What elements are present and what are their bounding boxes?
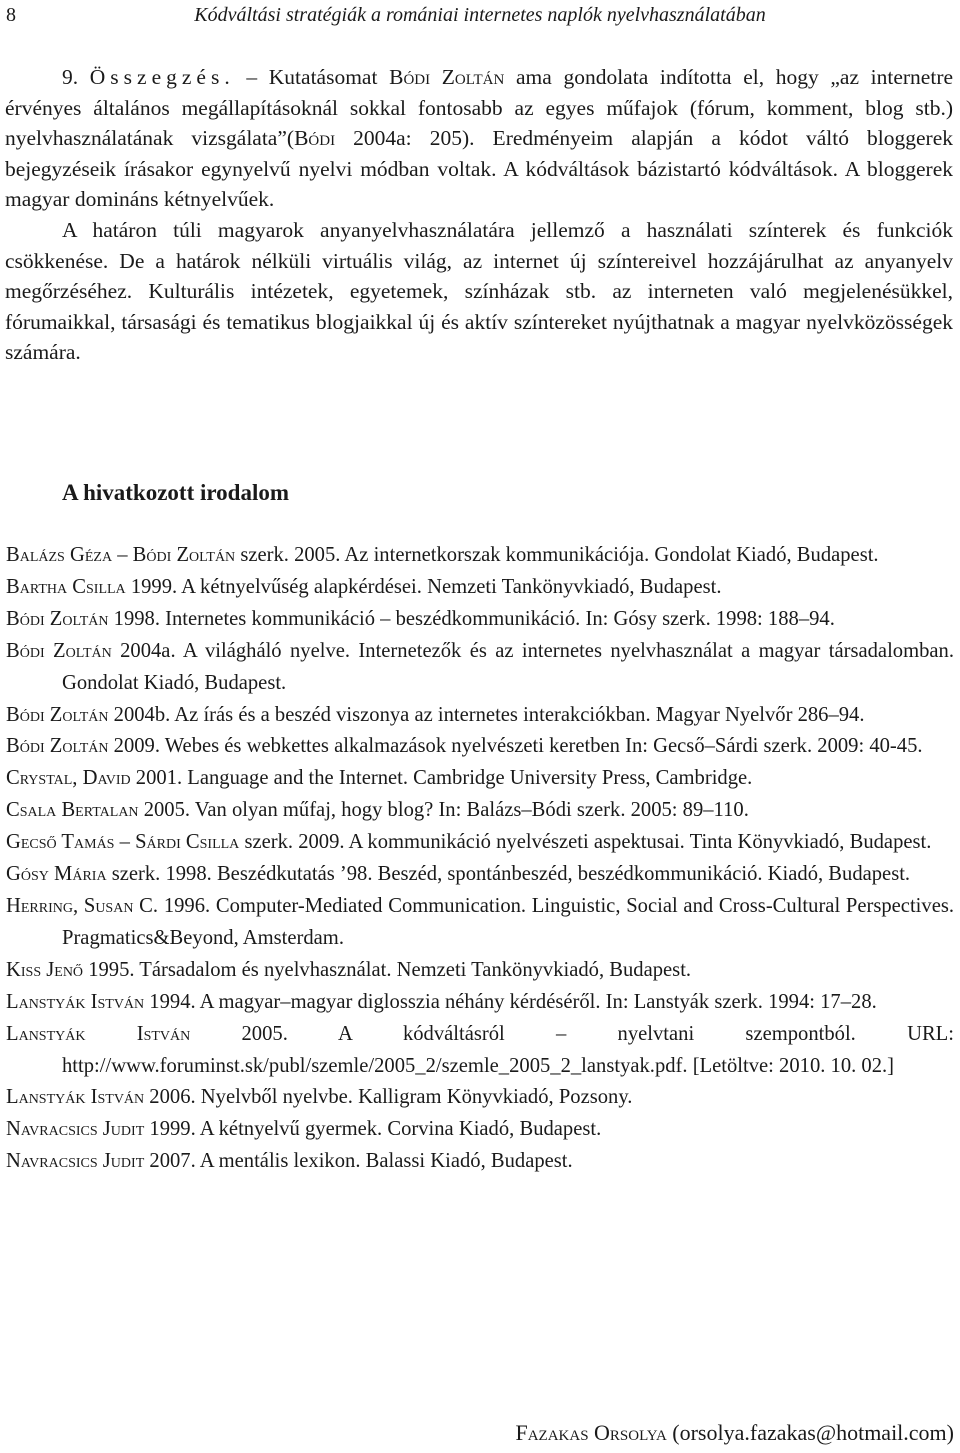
reference-author: Bódi Zoltán — [6, 607, 109, 630]
summary-paragraph-2: A határon túli magyarok anyanyelvhasználatára jellemző a használati színterek és funkciók csökkenése. De a határok nélküli virtuális világ, az internet új színtereivel hozzájárulhat az anyanyelv megőrzéséhez. Kulturális intézetek, egyetemek, színházak stb. az interneten való megjelenésükkel, fórumaikkal, társasági és tematikus blogjaikkal új és aktív színtereket nyújthatnak a magyar nyelvközösségek számára. — [5, 217, 953, 365]
section-number: 9. — [62, 65, 79, 89]
reference-text: 1998. Internetes kommunikáció – beszédkommunikáció. In: Gósy szerk. 1998: 188–94. — [108, 607, 835, 630]
reference-text: 2004a. A világháló nyelve. Internetezők és az internetes nyelvhasználat a magyar társadalomban. Gondolat Kiadó, Budapest. — [62, 639, 954, 694]
reference-text: 2005. A kódváltásról – nyelvtani szempontból. URL: http://www.foruminst.sk/publ/szemle/2005_2/szemle_2005_2_lanstyak.pdf. [Letöltve: 2010. 10. 02.] — [62, 1022, 954, 1077]
reference-author: Gecső Tamás – Sárdi Csilla — [6, 831, 240, 854]
section-dash: – — [246, 65, 258, 89]
reference-text: 2005. Van olyan műfaj, hogy blog? In: Balázs–Bódi szerk. 2005: 89–110. — [138, 799, 749, 822]
reference-item — [6, 1019, 954, 1083]
reference-author: Navracsics Judit — [6, 1118, 145, 1141]
reference-text: 1996. Computer-Mediated Communication. Linguistic, Social and Cross-Cultural Perspectives. Pragmatics&Beyond, Amsterdam. — [62, 894, 954, 949]
reference-author: Lanstyák István — [6, 1086, 145, 1109]
reference-author: Csala Bertalan — [6, 799, 139, 822]
reference-author: Navracsics Judit — [6, 1150, 145, 1173]
reference-author: Bódi Zoltán — [6, 639, 112, 662]
reference-author: Lanstyák István — [6, 990, 145, 1013]
reference-item — [6, 731, 954, 763]
reference-text: 2001. Language and the Internet. Cambridge University Press, Cambridge. — [130, 767, 753, 790]
reference-text: szerk. 2005. Az internetkorszak kommunikációja. Gondolat Kiadó, Budapest. — [235, 544, 879, 566]
reference-item — [6, 955, 954, 987]
reference-item — [6, 1146, 954, 1178]
reference-text: 1994. A magyar–magyar diglosszia néhány kérdéséről. In: Lanstyák szerk. 1994: 17–28. — [144, 990, 877, 1013]
summary-text-1: Kutatásomat — [268, 65, 390, 89]
reference-author: Bódi Zoltán — [6, 735, 109, 758]
reference-item — [6, 891, 954, 955]
summary-section — [5, 62, 953, 368]
reference-item — [6, 540, 954, 572]
reference-text: 2009. Webes és webkettes alkalmazások nyelvészeti keretben In: Gecső–Sárdi szerk. 2009: 40-45. — [108, 735, 923, 758]
reference-item — [6, 1082, 954, 1114]
reference-item — [6, 987, 954, 1019]
running-title: Kódváltási stratégiák a romániai internetes naplók nyelvhasználatában — [194, 4, 766, 26]
reference-item — [6, 827, 954, 859]
references-title: A hivatkozott irodalom — [62, 480, 290, 505]
reference-author: Balázs Géza – Bódi Zoltán — [6, 544, 236, 566]
reference-item — [6, 604, 954, 636]
reference-item — [6, 795, 954, 827]
reference-item — [6, 859, 954, 891]
summary-text-3: 2004a: 205). Eredményeim alapján a kódot váltó bloggerek bejegyzéseik írásakor egynyelvű nyelvi módban voltak. A kódváltások bázistartó kódváltások. A bloggerek magyar domináns kétnyelvűek. — [5, 126, 953, 212]
reference-text: 2006. Nyelvből nyelvbe. Kalligram Könyvkiadó, Pozsony. — [144, 1086, 633, 1109]
summary-text-2: ama gondolata indította el, hogy „az internetre érvényes általános megállapításoknál sokkal fontosabb az egyes műfajok (fórum, komment, blog stb.) nyelvhasználatának vizsgálata”( — [5, 65, 954, 151]
reference-text: szerk. 1998. Beszédkutatás ’98. Beszéd, spontánbeszéd, beszédkommunikáció. Kiadó, Budapest. — [106, 863, 911, 886]
reference-author: Crystal, David — [6, 767, 131, 790]
reference-author: Herring, Susan C. — [6, 894, 159, 917]
references-list — [6, 540, 954, 1178]
reference-author: Bódi Zoltán — [6, 703, 109, 726]
citation-author: Bódi Zoltán — [389, 65, 505, 89]
reference-item — [6, 572, 954, 604]
citation-author: Bódi — [294, 126, 336, 151]
page-number: 8 — [6, 4, 16, 26]
reference-text: 1995. Társadalom és nyelvhasználat. Nemzeti Tankönyvkiadó, Budapest. — [83, 958, 692, 981]
author-name: Fazakas Orsolya — [515, 1420, 667, 1445]
reference-author: Gósy Mária — [6, 863, 107, 886]
reference-author: Lanstyák István — [6, 1022, 191, 1045]
reference-text: 2007. A mentális lexikon. Balassi Kiadó, Budapest. — [144, 1150, 573, 1173]
section-heading: Összegzés. — [89, 65, 235, 89]
reference-text: 1999. A kétnyelvű gyermek. Corvina Kiadó, Budapest. — [144, 1118, 602, 1141]
reference-author: Bartha Csilla — [6, 575, 126, 598]
reference-text: szerk. 2009. A kommunikáció nyelvészeti aspektusai. Tinta Könyvkiadó, Budapest. — [239, 831, 932, 854]
reference-text: 1999. A kétnyelvűség alapkérdései. Nemzeti Tankönyvkiadó, Budapest. — [125, 575, 722, 598]
author-email: (orsolya.fazakas@hotmail.com) — [666, 1420, 954, 1445]
reference-item — [6, 636, 954, 700]
reference-item — [6, 763, 954, 795]
reference-text: 2004b. Az írás és a beszéd viszonya az internetes interakciókban. Magyar Nyelvőr 286–94. — [108, 703, 865, 726]
reference-item — [6, 700, 954, 732]
reference-author: Kiss Jenő — [6, 958, 84, 981]
author-line — [515, 1418, 954, 1448]
reference-item — [6, 1114, 954, 1146]
